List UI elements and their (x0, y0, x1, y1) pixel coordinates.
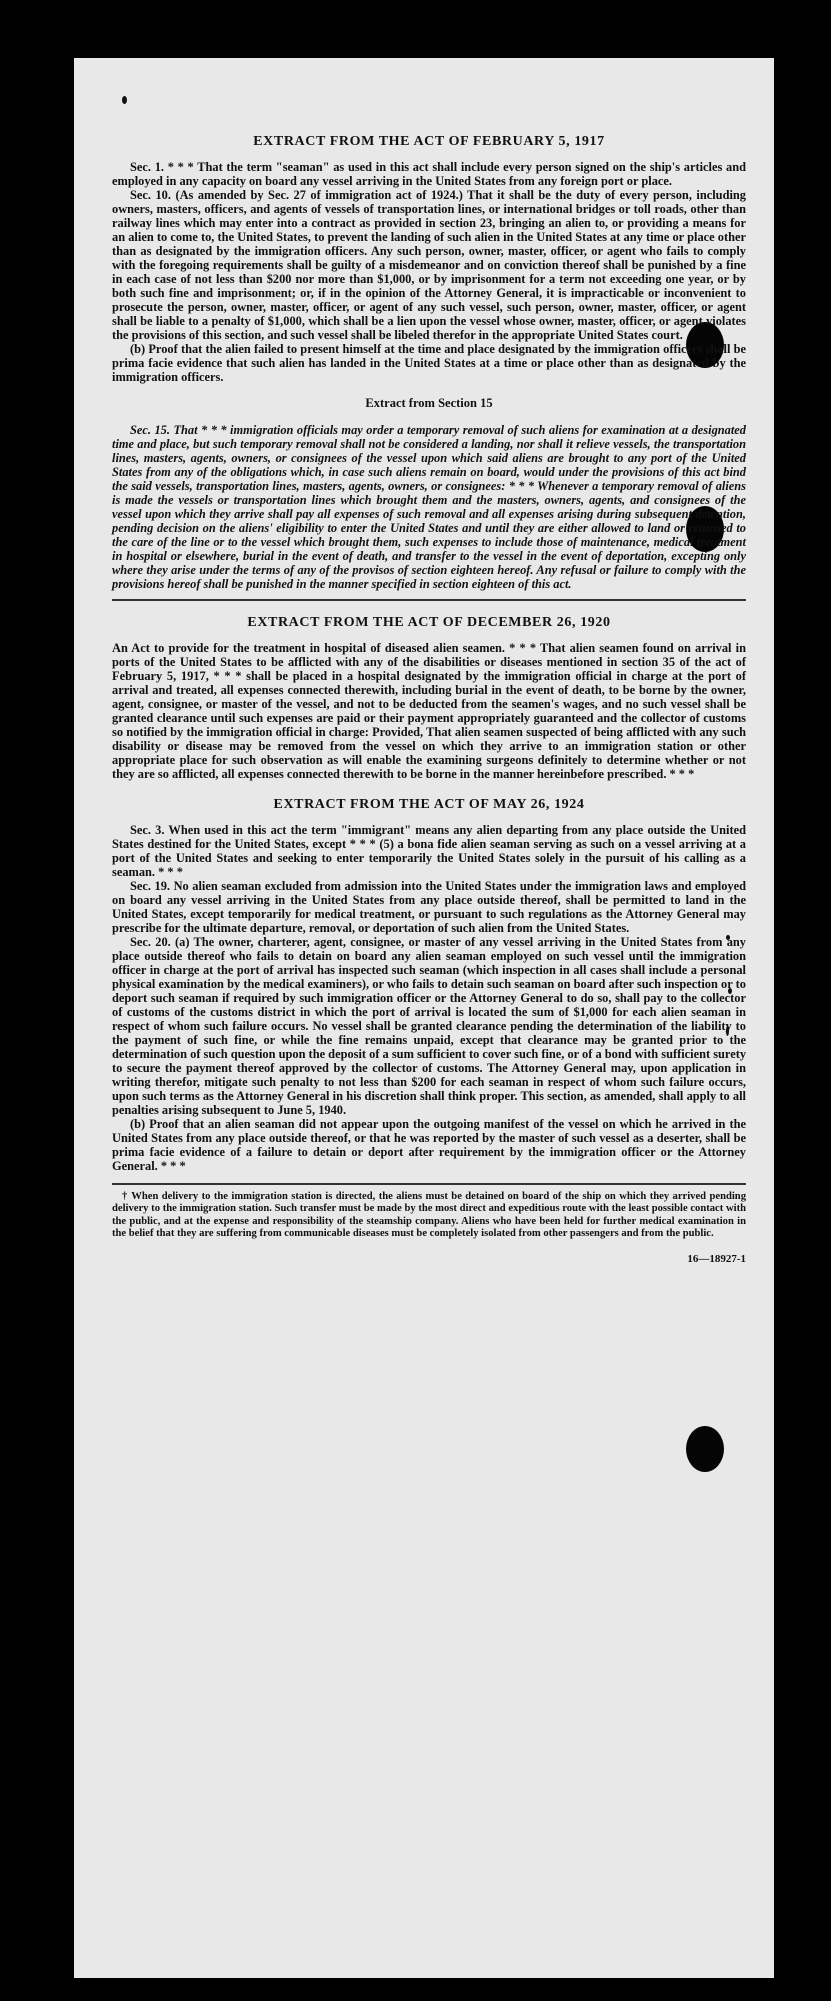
paragraph-sec-20-b: (b) Proof that an alien seaman did not appear upon the outgoing manifest of the vessel on which he arrived in the United States from any place outside thereof, or that he was reported by the master of such vessel as a deserter, shall be prima facie evidence of a failure to detain or deport after requirement by the immigration officer or the Attorney General. * * * (112, 1117, 746, 1173)
document-page (74, 58, 774, 1978)
paragraph-act-1920: An Act to provide for the treatment in hospital of diseased alien seamen. * * * That alien seamen found on arrival in ports of the United States to be afflicted with any of the disabilities or diseases mentioned in section 35 of the act of February 5, 1917, * * * shall be placed in a hospital designated by the immigration official in charge at the port of arrival and treated, all expenses connected therewith, including burial in the event of death, to be borne by the owner, agent, consignee, or master of the vessel, and not to be deducted from the seamen's wages, and no such vessel shall be granted clearance until such expenses are paid or their payment appropriately guaranteed and the collector of customs so notified by the immigration official in charge: Provided, That alien seamen suspected of being afflicted with any such disability or disease may be removed from the vessel on which they arrive to an immigration station or other appropriate place for such observation as will enable the examining surgeons definitely to determine whether or not they are so afflicted, all expenses connected therewith to be borne in the manner hereinbefore prescribed. * * * (112, 641, 746, 781)
divider (112, 599, 746, 601)
paragraph-sec-3: Sec. 3. When used in this act the term "immigrant" means any alien departing from any place outside the United States destined for the United States, except * * * (5) a bona fide alien seaman serving as such on a vessel arriving at a port of the United States and seeking to enter temporarily the United States solely in the pursuit of his calling as a seaman. * * * (112, 823, 746, 879)
heading-act-1917: EXTRACT FROM THE ACT OF FEBRUARY 5, 1917 (253, 134, 605, 149)
heading-act-1924: EXTRACT FROM THE ACT OF MAY 26, 1924 (273, 797, 585, 812)
paragraph-sec-19: Sec. 19. No alien seaman excluded from admission into the United States under the immigration laws and employed on board any vessel arriving in the United States from any place outside thereof, shall be permitted to land in the United States, except temporarily for medical treatment, or pursuant to such regulations as the Attorney General may prescribe for the ultimate departure, removal, or deportation of such alien from the United States. (112, 879, 746, 935)
divider (112, 1183, 746, 1185)
paragraph-sec-10-b: (b) Proof that the alien failed to present himself at the time and place designated by the immigration officers shall be prima facie evidence that such alien has landed in the United States at a time or place other than as designated by the immigration officers. (112, 342, 746, 384)
speck-mark (122, 96, 127, 104)
paragraph-sec-1: Sec. 1. * * * That the term "seaman" as used in this act shall include every person signed on the ship's articles and employed in any capacity on board any vessel arriving in the United States from any foreign port or place. (112, 160, 746, 188)
paragraph-sec-15: Sec. 15. That * * * immigration officials may order a temporary removal of such aliens for examination at a designated time and place, but such temporary removal shall not be considered a landing, nor shall it relieve vessels, the transportation lines, masters, agents, owners, or consignees of the vessel upon which said aliens are brought to any port of the United States from any of the obligations which, in case such aliens remain on board, would under the provisions of this act bind the said vessels, transportation lines, masters, agents, owners, or consignees: * * * Whenever a temporary removal of aliens is made the vessels or transportation lines which brought them and the masters, owners, agents, and consignees of the vessel upon which they arrive shall pay all expenses of such removal and all expenses arising during subsequent detention, pending decision on the aliens' eligibility to enter the United States and until they are either allowed to land or returned to the care of the line or to the vessel which brought them, such expenses to include those of maintenance, medical treatment in hospital or elsewhere, burial in the event of death, and transfer to the vessel in the event of deportation, excepting only where they arise under the terms of any of the provisos of section eighteen hereof. Any refusal or failure to comply with the provisions hereof shall be punished in the manner specified in section eighteen of this act. (112, 423, 746, 591)
paragraph-sec-10: Sec. 10. (As amended by Sec. 27 of immigration act of 1924.) That it shall be the duty of every person, including owners, masters, officers, and agents of vessels of transportation lines, or international bridges or toll roads, other than railway lines which may enter into a contract as provided in section 23, bringing an alien to, or providing a means for an alien to come to, the United States, to prevent the landing of such alien in the United States at any time or place other than as designated by the immigration officers. Any such person, owner, master, officer, or agent who fails to comply with the foregoing requirements shall be guilty of a misdemeanor and on conviction thereof shall be punished by a fine in each case of not less than $200 nor more than $1,000, or by imprisonment for a term not exceeding one year, or by both such fine and imprisonment; or, if in the opinion of the Attorney General, it is impracticable or inconvenient to prosecute the person, owner, master, officer, or agent of any such vessel, such person, owner, master, officer, or agent shall be liable to a penalty of $1,000, which shall be a lien upon the vessel whose owner, master, officer, or agent violates the provisions of this section, and such vessel shall be libeled therefor in the appropriate United States court. (112, 188, 746, 342)
paragraph-sec-20-a: Sec. 20. (a) The owner, charterer, agent, consignee, or master of any vessel arriving in the United States from any place outside thereof who fails to detain on board any alien seaman employed on such vessel until the immigration officer in charge at the port of arrival has inspected such seaman (which inspection in all cases shall include a personal physical examination by the medical examiners), or who fails to detain such seaman on board after such inspection or to deport such seaman if required by such immigration officer or the Attorney General to do so, shall pay to the collector of customs of the customs district in which the port of arrival is located the sum of $1,000 for each alien seaman in respect of whom such failure occurs. No vessel shall be granted clearance pending the determination of the liability to the payment of such fine, or while the fine remains unpaid, except that clearance may be granted prior to the determination of such question upon the deposit of a sum sufficient to cover such fine, or of a bond with sufficient surety to secure the payment thereof approved by the collector of customs. The Attorney General may, upon application in writing therefor, mitigate such penalty to not less than $200 for each seaman in respect of whom such failure occurs, upon such terms as the Attorney General in his discretion shall think proper. This section, as amended, shall apply to all penalties arising subsequent to June 5, 1940. (112, 935, 747, 1117)
form-number: 16—18927-1 (687, 1252, 746, 1265)
heading-section-15: Extract from Section 15 (365, 396, 493, 410)
punch-hole-bottom (686, 1426, 724, 1472)
heading-act-1920: EXTRACT FROM THE ACT OF DECEMBER 26, 1920 (247, 615, 611, 630)
document-body (112, 134, 746, 1271)
footnote: † When delivery to the immigration station is directed, the aliens must be detained on board of the ship on which they arrived pending delivery to the immigration station. Such transfer must be made by the most direct and expeditious route with the least possible contact with the public, and at the expense and responsibility of the steamship company. Aliens who have been held for further medical examination in the belief that they are suffering from communicable diseases must be completely isolated from other passengers and from the public. (112, 1191, 746, 1240)
